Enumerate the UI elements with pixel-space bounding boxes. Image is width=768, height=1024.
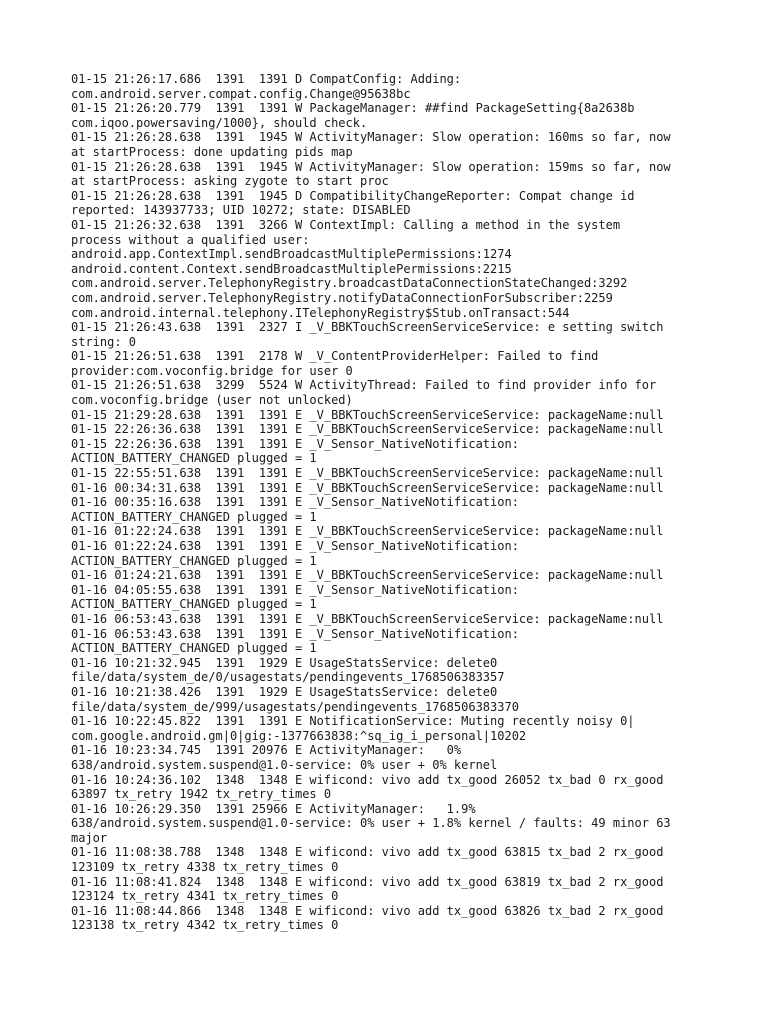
log-line: 01-16 10:22:45.822 1391 1391 E NotificationService: Muting recently noisy 0| <box>71 714 635 729</box>
log-line: 01-16 00:34:31.638 1391 1391 E _V_BBKTouchScreenServiceService: packageName:null <box>71 480 664 495</box>
log-line: 01-15 21:26:51.638 1391 2178 W _V_ContentProviderHelper: Failed to find <box>71 349 599 364</box>
log-line: 123138 tx_retry 4342 tx_retry_times 0 <box>71 918 339 933</box>
log-line: 123109 tx_retry 4338 tx_retry_times 0 <box>71 860 339 875</box>
log-text-block <box>71 72 721 933</box>
log-line: 01-15 21:26:51.638 3299 5524 W ActivityThread: Failed to find provider info for <box>71 378 657 393</box>
log-line: 01-16 01:22:24.638 1391 1391 E _V_BBKTouchScreenServiceService: packageName:null <box>71 524 664 539</box>
log-line: 01-16 01:22:24.638 1391 1391 E _V_Sensor_NativeNotification: <box>71 539 519 553</box>
log-line: com.android.server.compat.config.Change@95638bc <box>71 86 411 101</box>
log-line: 01-16 10:23:34.745 1391 20976 E ActivityManager: 0% <box>71 743 462 758</box>
log-line: 01-16 01:24:21.638 1391 1391 E _V_BBKTouchScreenServiceService: packageName:null <box>71 568 664 583</box>
log-line: 01-16 11:08:44.866 1348 1348 E wificond: vivo add tx_good 63826 tx_bad 2 rx_good <box>71 903 664 918</box>
log-line: ACTION_BATTERY_CHANGED plugged = 1 <box>71 553 317 568</box>
log-line: 01-15 22:55:51.638 1391 1391 E _V_BBKTouchScreenServiceService: packageName:null <box>71 466 664 481</box>
log-line: 01-16 10:26:29.350 1391 25966 E ActivityManager: 1.9% <box>71 801 476 816</box>
log-line: 01-16 10:24:36.102 1348 1348 E wificond: vivo add tx_good 26052 tx_bad 0 rx_good <box>71 772 664 787</box>
log-line: 01-16 04:05:55.638 1391 1391 E _V_Sensor_NativeNotification: <box>71 582 519 597</box>
log-line: 63897 tx_retry 1942 tx_retry_times 0 <box>71 787 332 802</box>
log-line: at startProcess: done updating pids map <box>71 144 353 159</box>
log-line: 01-15 21:26:32.638 1391 3266 W ContextImpl: Calling a method in the system <box>71 217 621 232</box>
log-line: com.iqoo.powersaving/1000}, should check. <box>71 115 368 130</box>
log-line: com.google.android.gm|0|gig:-1377663838:^sq_ig_i_personal|10202 <box>71 728 527 743</box>
log-line: 01-15 22:26:36.638 1391 1391 E _V_BBKTouchScreenServiceService: packageName:null <box>71 422 664 437</box>
log-line: ACTION_BATTERY_CHANGED plugged = 1 <box>71 641 317 656</box>
log-line: com.android.server.TelephonyRegistry.notifyDataConnectionForSubscriber:2259 <box>71 290 613 305</box>
log-line: 01-16 06:53:43.638 1391 1391 E _V_Sensor_NativeNotification: <box>71 626 519 641</box>
log-line: 01-15 21:26:17.686 1391 1391 D CompatConfig: Adding: <box>71 72 462 86</box>
log-line: at startProcess: asking zygote to start proc <box>71 174 389 189</box>
log-line: android.app.ContextImpl.sendBroadcastMultiplePermissions:1274 <box>71 247 512 262</box>
log-line: 01-15 22:26:36.638 1391 1391 E _V_Sensor_NativeNotification: <box>71 436 519 451</box>
log-line: android.content.Context.sendBroadcastMultiplePermissions:2215 <box>71 261 512 276</box>
log-line: 01-16 06:53:43.638 1391 1391 E _V_BBKTouchScreenServiceService: packageName:null <box>71 611 664 626</box>
log-line: provider:com.voconfig.bridge for user 0 <box>71 363 353 378</box>
log-line: 01-16 10:21:38.426 1391 1929 E UsageStatsService: delete0 <box>71 684 498 699</box>
log-line: file/data/system_de/0/usagestats/pendingevents_1768506383357 <box>71 670 505 685</box>
log-line: 123124 tx_retry 4341 tx_retry_times 0 <box>71 889 339 904</box>
log-line: process without a qualified user: <box>71 232 310 247</box>
log-line: com.android.server.TelephonyRegistry.broadcastDataConnectionStateChanged:3292 <box>71 276 628 291</box>
log-line: 01-15 21:26:20.779 1391 1391 W PackageManager: ##find PackageSetting{8a2638b <box>71 101 635 116</box>
log-line: 01-16 11:08:38.788 1348 1348 E wificond: vivo add tx_good 63815 tx_bad 2 rx_good <box>71 845 664 860</box>
log-line: 01-16 11:08:41.824 1348 1348 E wificond: vivo add tx_good 63819 tx_bad 2 rx_good <box>71 874 664 889</box>
log-line: ACTION_BATTERY_CHANGED plugged = 1 <box>71 451 317 466</box>
log-line: 01-15 21:26:28.638 1391 1945 D CompatibilityChangeReporter: Compat change id <box>71 188 635 203</box>
log-line: 638/android.system.suspend@1.0-service: 0% user + 0% kernel <box>71 757 498 772</box>
log-line: 01-15 21:26:28.638 1391 1945 W ActivityManager: Slow operation: 159ms so far, now <box>71 159 671 174</box>
log-line: major <box>71 830 108 845</box>
log-line: 638/android.system.suspend@1.0-service: 0% user + 1.8% kernel / faults: 49 minor 63 <box>71 816 671 831</box>
log-line: 01-16 00:35:16.638 1391 1391 E _V_Sensor_NativeNotification: <box>71 495 519 510</box>
log-line: 01-15 21:26:43.638 1391 2327 I _V_BBKTouchScreenServiceService: e setting switch <box>71 320 664 335</box>
log-line: reported: 143937733; UID 10272; state: DISABLED <box>71 203 411 218</box>
log-line: ACTION_BATTERY_CHANGED plugged = 1 <box>71 597 317 612</box>
log-line: 01-15 21:29:28.638 1391 1391 E _V_BBKTouchScreenServiceService: packageName:null <box>71 407 664 422</box>
log-line: com.android.internal.telephony.ITelephonyRegistry$Stub.onTransact:544 <box>71 305 570 320</box>
log-line: file/data/system_de/999/usagestats/pendingevents_1768506383370 <box>71 699 519 714</box>
log-line: 01-16 10:21:32.945 1391 1929 E UsageStatsService: delete0 <box>71 655 498 670</box>
log-line: 01-15 21:26:28.638 1391 1945 W ActivityManager: Slow operation: 160ms so far, now <box>71 130 671 145</box>
log-line: string: 0 <box>71 334 137 349</box>
log-line: com.voconfig.bridge (user not unlocked) <box>71 393 353 408</box>
log-line: ACTION_BATTERY_CHANGED plugged = 1 <box>71 509 317 524</box>
